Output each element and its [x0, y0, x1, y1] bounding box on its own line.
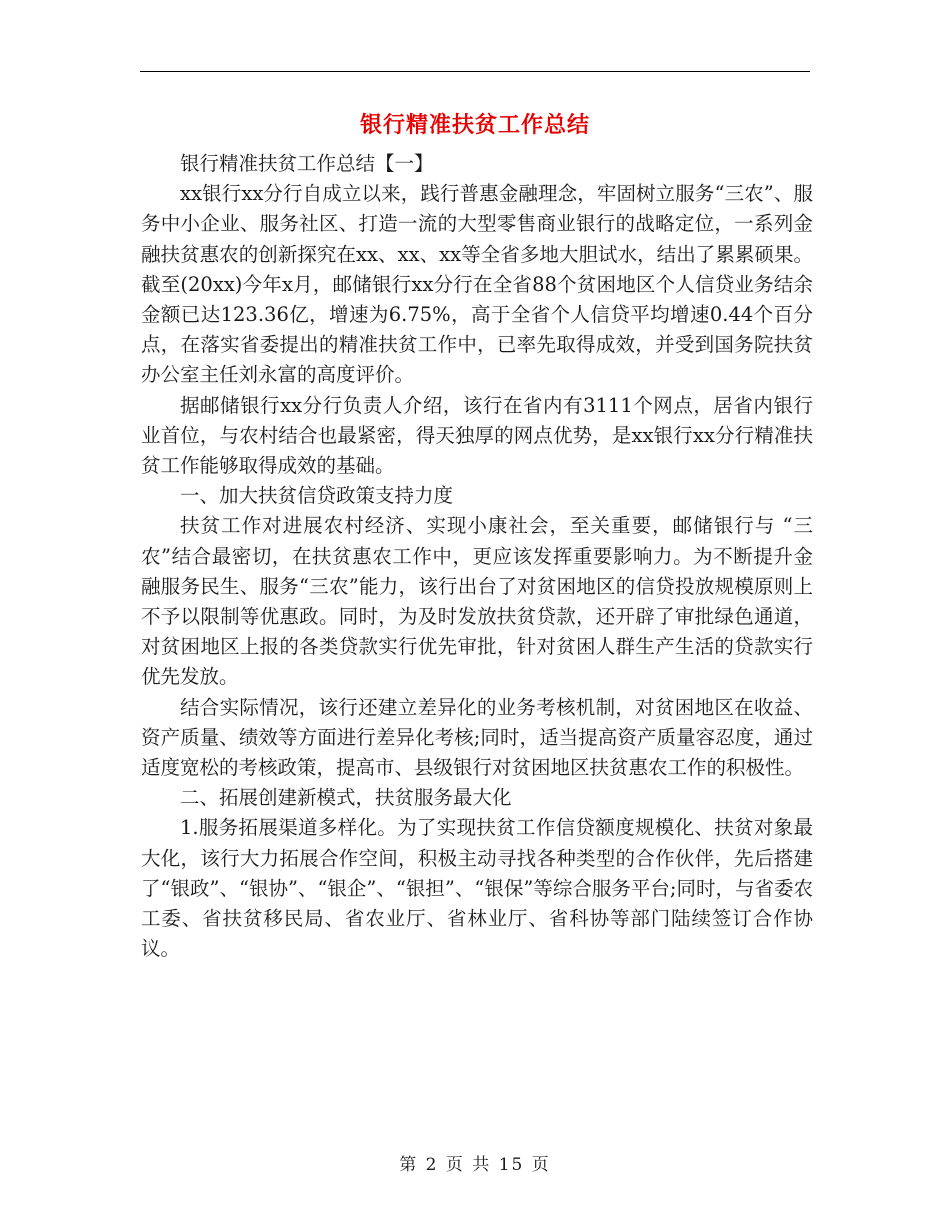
paragraph-network: 据邮储银行xx分行负责人介绍，该行在省内有3111个网点，居省内银行业首位，与农村结合也最紧密，得天独厚的网点优势，是xx银行xx分行精准扶贫工作能够取得成效的基础。 — [141, 393, 813, 478]
section-heading-1: 一、加大扶贫信贷政策支持力度 — [180, 484, 454, 508]
header-rule — [140, 71, 810, 72]
paragraph-intro: xx银行xx分行自成立以来，践行普惠金融理念，牢固树立服务“三农”、服务中小企业、服务社区、打造一流的大型零售商业银行的战略定位，一系列金融扶贫惠农的创新探究在xx、xx、xx等全省多地大胆试水，结出了累累硕果。截至(20xx)今年x月，邮储银行xx分行在全省88个贫困地区个人信贷业务结余金额已达123.36亿，增速为6.75%，高于全省个人信贷平均增速0.44个百分点，在落实省委提出的精准扶贫工作中，已率先取得成效，并受到国务院扶贫办公室主任刘永富的高度评价。 — [141, 182, 813, 387]
section1-paragraph-1: 扶贫工作对进展农村经济、实现小康社会，至关重要，邮储银行与 “三农”结合最密切，在扶贫惠农工作中，更应该发挥重要影响力。为不断提升金融服务民生、服务“三农”能力，该行出台了对贫困地区的信贷投放规模原则上不予以限制等优惠政。同时，为及时发放扶贫贷款，还开辟了审批绿色通道，对贫困地区上报的各类贷款实行优先审批，针对贫困人群生产生活的贷款实行优先发放。 — [141, 514, 813, 689]
section1-paragraph-2: 结合实际情况，该行还建立差异化的业务考核机制，对贫困地区在收益、资产质量、绩效等方面进行差异化考核;同时，适当提高资产质量容忍度，通过适度宽松的考核政策，提高市、县级银行对贫困地区扶贫惠农工作的积极性。 — [141, 695, 813, 780]
page-footer: 第 2 页 共 15 页 — [399, 1155, 551, 1175]
document-title: 银行精准扶贫工作总结 — [359, 112, 590, 138]
document-subtitle: 银行精准扶贫工作总结【一】 — [180, 152, 434, 175]
document-body — [141, 149, 813, 964]
section-heading-2: 二、拓展创建新模式，扶贫服务最大化 — [180, 786, 512, 810]
section2-paragraph-1: 1.服务拓展渠道多样化。为了实现扶贫工作信贷额度规模化、扶贫对象最大化，该行大力拓展合作空间，积极主动寻找各种类型的合作伙伴，先后搭建了“银政”、“银协”、“银企”、“银担”、“银保”等综合服务平台;同时，与省委农工委、省扶贫移民局、省农业厅、省林业厅、省科协等部门陆续签订合作协议。 — [141, 816, 813, 961]
